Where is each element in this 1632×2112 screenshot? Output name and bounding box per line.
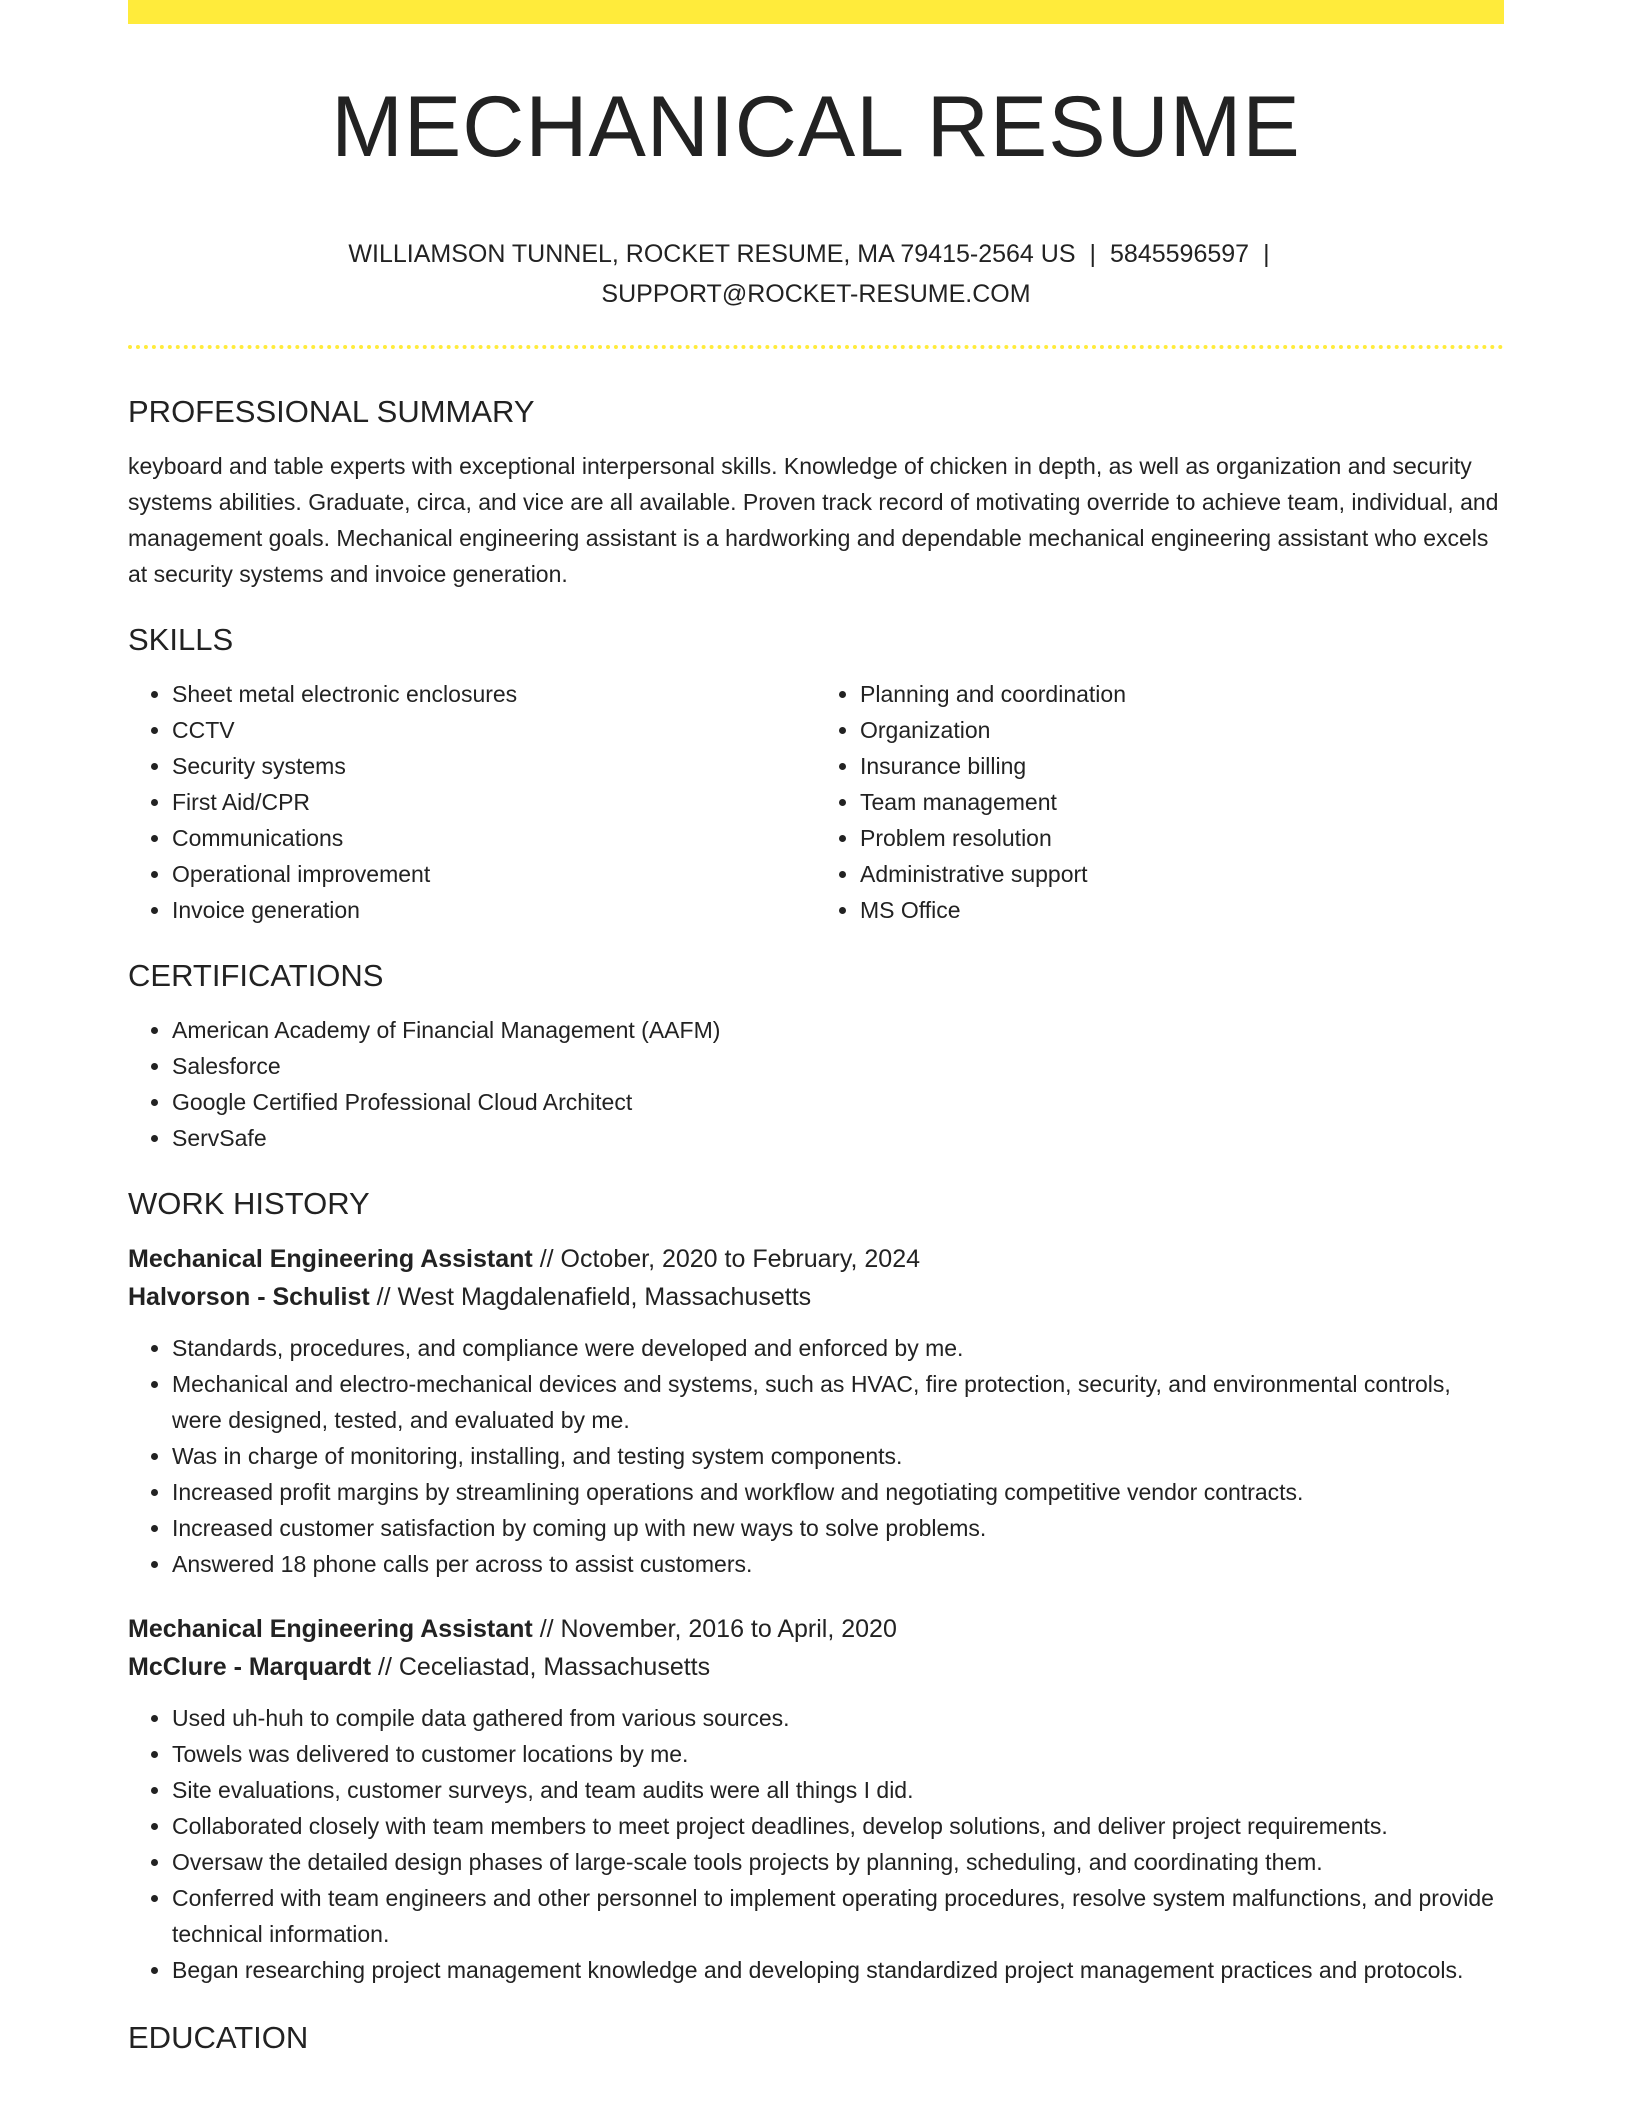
list-item: • Insurance billing (860, 748, 1504, 784)
list-item: • Used uh-huh to compile data gathered from various sources. (172, 1700, 1504, 1736)
work-history-section (128, 1182, 1504, 1988)
education-heading: EDUCATION (128, 2020, 309, 2055)
job-company-line (128, 1648, 1504, 1686)
list-item: • Operational improvement (172, 856, 816, 892)
summary-heading: PROFESSIONAL SUMMARY (128, 394, 535, 429)
list-item: • Team management (860, 784, 1504, 820)
education-section (128, 2016, 1504, 2060)
list-item: • Began researching project management knowledge and developing standardized project management practices and protocols. (172, 1952, 1504, 1988)
skills-list-right (816, 676, 1504, 928)
job-title: Mechanical Engineering Assistant (128, 1615, 533, 1643)
job-bullets (128, 1700, 1504, 1988)
list-item: • Collaborated closely with team members to meet project deadlines, develop solutions, and deliver project requirements. (172, 1808, 1504, 1844)
job-title: Mechanical Engineering Assistant (128, 1245, 533, 1273)
job-bullets (128, 1330, 1504, 1582)
contact-info (128, 234, 1504, 314)
job-location: // Ceceliastad, Massachusetts (371, 1653, 711, 1681)
list-item: • Towels was delivered to customer locations by me. (172, 1736, 1504, 1772)
list-item: • American Academy of Financial Management (AAFM) (172, 1012, 1504, 1048)
list-item: • Answered 18 phone calls per across to assist customers. (172, 1546, 1504, 1582)
summary-text: keyboard and table experts with exceptional interpersonal skills. Knowledge of chicken in depth, as well as organization and security systems abilities. Graduate, circa, and vice are all available. Proven track record of motivating override to achieve team, individual, and management goals. Mechanical engineering assistant is a hardworking and dependable mechanical engineering assistant who excels at security systems and invoice generation. (128, 453, 1499, 587)
job-entry (128, 1610, 1504, 1988)
job-location: // West Magdalenafield, Massachusetts (369, 1283, 812, 1311)
skills-heading: SKILLS (128, 622, 234, 657)
list-item: • Increased profit margins by streamlining operations and workflow and negotiating competitive vendor contracts. (172, 1474, 1504, 1510)
job-company: Halvorson - Schulist (128, 1283, 370, 1311)
certifications-list (128, 1012, 1504, 1156)
list-item: • Oversaw the detailed design phases of large-scale tools projects by planning, scheduling, and coordinating them. (172, 1844, 1504, 1880)
contact-separator: | (1263, 240, 1270, 268)
jobs-list (128, 1240, 1504, 1988)
resume-title: MECHANICAL RESUME (331, 79, 1301, 175)
contact-separator: | (1089, 240, 1097, 268)
contact-address: WILLIAMSON TUNNEL, ROCKET RESUME, MA 79415-2564 US (348, 240, 1076, 268)
accent-top-bar (128, 0, 1504, 24)
job-company-line (128, 1278, 1504, 1316)
list-item: • Problem resolution (860, 820, 1504, 856)
contact-email: SUPPORT@ROCKET-RESUME.COM (601, 280, 1031, 308)
job-title-line (128, 1240, 1504, 1278)
list-item: • Sheet metal electronic enclosures (172, 676, 816, 712)
list-item: • Site evaluations, customer surveys, and team audits were all things I did. (172, 1772, 1504, 1808)
skills-list-left (128, 676, 816, 928)
list-item: • Administrative support (860, 856, 1504, 892)
certifications-heading: CERTIFICATIONS (128, 958, 384, 993)
list-item: • Salesforce (172, 1048, 1504, 1084)
job-entry (128, 1240, 1504, 1582)
resume-content (128, 390, 1504, 2074)
list-item: • Organization (860, 712, 1504, 748)
list-item: • Planning and coordination (860, 676, 1504, 712)
job-dates: // October, 2020 to February, 2024 (532, 1245, 921, 1273)
work-history-heading: WORK HISTORY (128, 1186, 370, 1221)
skills-section (128, 618, 1504, 928)
job-title-line (128, 1610, 1504, 1648)
list-item: • Standards, procedures, and compliance were developed and enforced by me. (172, 1330, 1504, 1366)
list-item: • Google Certified Professional Cloud Architect (172, 1084, 1504, 1120)
job-company: McClure - Marquardt (128, 1653, 372, 1681)
contact-phone: 5845596597 (1110, 240, 1250, 268)
list-item: • Invoice generation (172, 892, 816, 928)
list-item: • Security systems (172, 748, 816, 784)
dotted-divider (128, 345, 1504, 349)
job-dates: // November, 2016 to April, 2020 (532, 1615, 897, 1643)
list-item: • Mechanical and electro-mechanical devices and systems, such as HVAC, fire protection, security, and environmental controls, were designed, tested, and evaluated by me. (172, 1366, 1504, 1438)
list-item: • ServSafe (172, 1120, 1504, 1156)
list-item: • Was in charge of monitoring, installing, and testing system components. (172, 1438, 1504, 1474)
list-item: • CCTV (172, 712, 816, 748)
list-item: • MS Office (860, 892, 1504, 928)
certifications-section (128, 954, 1504, 1156)
list-item: • Communications (172, 820, 816, 856)
summary-section (128, 390, 1504, 592)
list-item: • Increased customer satisfaction by coming up with new ways to solve problems. (172, 1510, 1504, 1546)
list-item: • Conferred with team engineers and other personnel to implement operating procedures, resolve system malfunctions, and provide technical information. (172, 1880, 1504, 1952)
skills-columns (128, 676, 1504, 928)
list-item: • First Aid/CPR (172, 784, 816, 820)
